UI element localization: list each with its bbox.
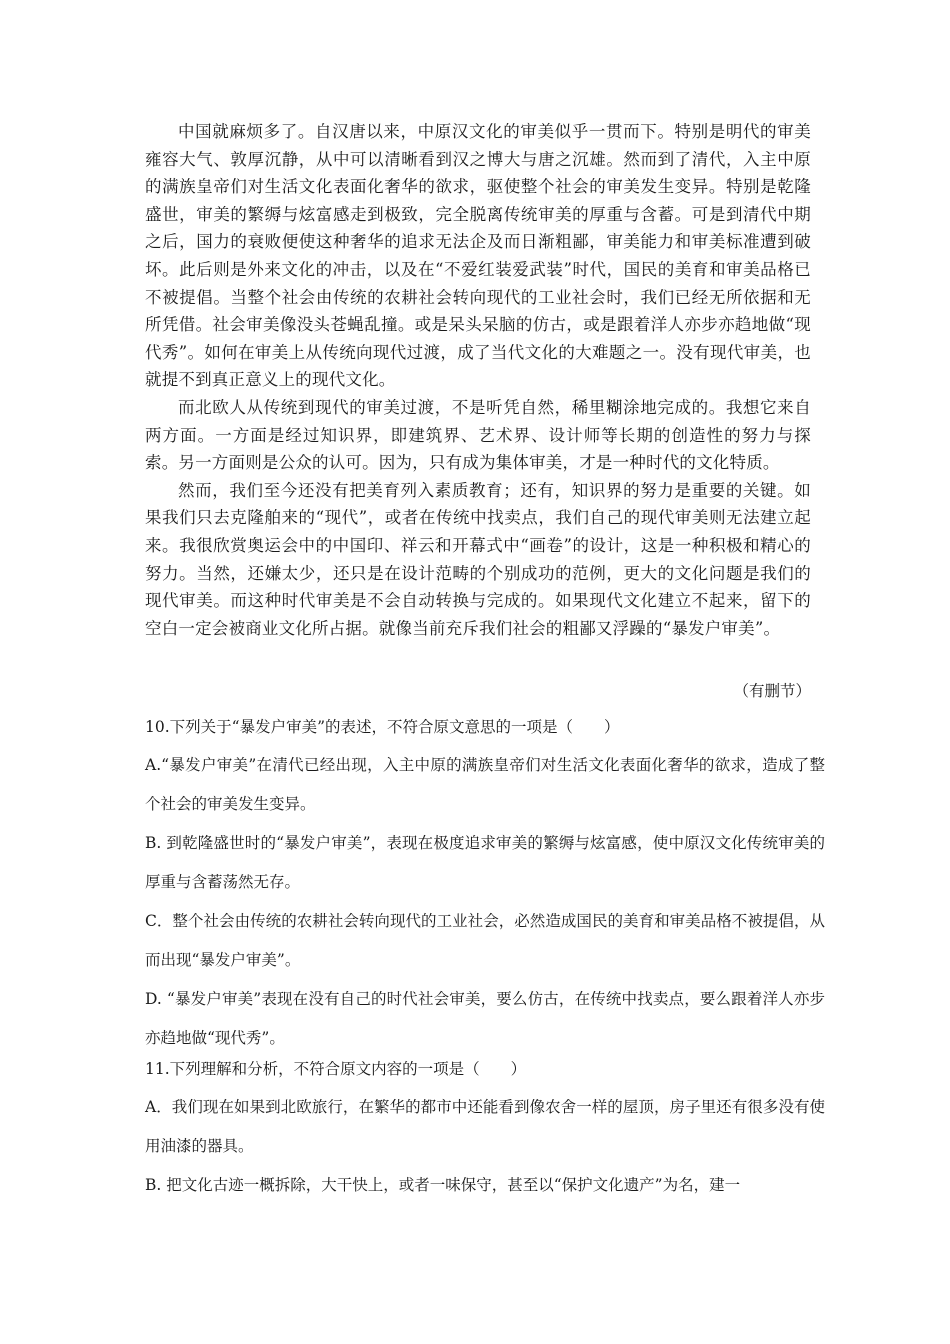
passage-paragraph: 中国就麻烦多了。自汉唐以来，中原汉文化的审美似乎一贯而下。特别是明代的审美雍容大气、敦厚沉静，从中可以清晰看到汉之博大与唐之沉雄。然而到了清代，入主中原的满族皇帝们对生活文化表面化奢华的欲求，驱使整个社会的审美发生变异。特别是乾隆盛世，审美的繁缛与炫富感走到极致，完全脱离传统审美的厚重与含蓄。可是到清代中期之后，国力的衰败便使这种奢华的追求无法企及而日渐粗鄙，审美能力和审美标准遭到破坏。此后则是外来文化的冲击，以及在“不爱红装爱武装”时代，国民的美育和审美品格已不被提倡。当整个社会由传统的农耕社会转向现代的工业社会时，我们已经无所依据和无所凭借。社会审美像没头苍蝇乱撞。或是呆头呆脑的仿古，或是跟着洋人亦步亦趋地做“现代秀”。如何在审美上从传统向现代过渡，成了当代文化的大难题之一。没有现代审美，也就提不到真正意义上的现代文化。	[145, 122, 811, 390]
question-stem: 10.下列关于“暴发户审美”的表述，不符合原文意思的一项是（ ）	[145, 718, 620, 736]
option-b: B. 到乾隆盛世时的“暴发户审美”，表现在极度追求审美的繁缛与炫富感，使中原汉文化传统审美的厚重与含蓄荡然无存。	[145, 834, 825, 891]
option-a: A．我们现在如果到北欧旅行，在繁华的都市中还能看到像农舍一样的屋顶，房子里还有很多没有使用油漆的器具。	[145, 1098, 825, 1155]
option-c: C．整个社会由传统的农耕社会转向现代的工业社会，必然造成国民的美育和审美品格不被提倡，从而出现“暴发户审美”。	[145, 912, 825, 969]
passage-paragraph: 而北欧人从传统到现代的审美过渡，不是听凭自然，稀里糊涂地完成的。我想它来自两方面。一方面是经过知识界，即建筑界、艺术界、设计师等长期的创造性的努力与探索。另一方面则是公众的认可。因为，只有成为集体审美，才是一种时代的文化特质。	[145, 397, 811, 473]
option-d: D. “暴发户审美”表现在没有自己的时代社会审美，要么仿古，在传统中找卖点，要么跟着洋人亦步亦趋地做“现代秀”。	[145, 990, 825, 1047]
question-10	[145, 716, 825, 1058]
question-list	[145, 716, 825, 1205]
question-stem: 11.下列理解和分析，不符合原文内容的一项是（ ）	[145, 1060, 527, 1078]
passage-paragraph: 然而，我们至今还没有把美育列入素质教育；还有，知识界的努力是重要的关键。如果我们只去克隆舶来的“现代”，或者在传统中找卖点，我们自己的现代审美则无法建立起来。我很欣赏奥运会中的中国印、祥云和开幕式中“画卷”的设计，这是一种积极和精心的努力。当然，还嫌太少，还只是在设计范畴的个别成功的范例，更大的文化问题是我们的现代审美。而这种时代审美是不会自动转换与完成的。如果现代文化建立不起来，留下的空白一定会被商业文化所占据。就像当前充斥我们社会的粗鄙又浮躁的“暴发户审美”。	[145, 480, 811, 638]
reading-passage	[145, 118, 811, 642]
question-11	[145, 1058, 825, 1205]
option-a: A.“暴发户审美”在清代已经出现，入主中原的满族皇帝们对生活文化表面化奢华的欲求，造成了整个社会的审美发生变异。	[145, 756, 825, 813]
source-note: （有删节）	[733, 682, 811, 700]
option-b: B. 把文化古迹一概拆除，大干快上，或者一味保守，甚至以“保护文化遗产”为名，建一	[145, 1176, 741, 1194]
